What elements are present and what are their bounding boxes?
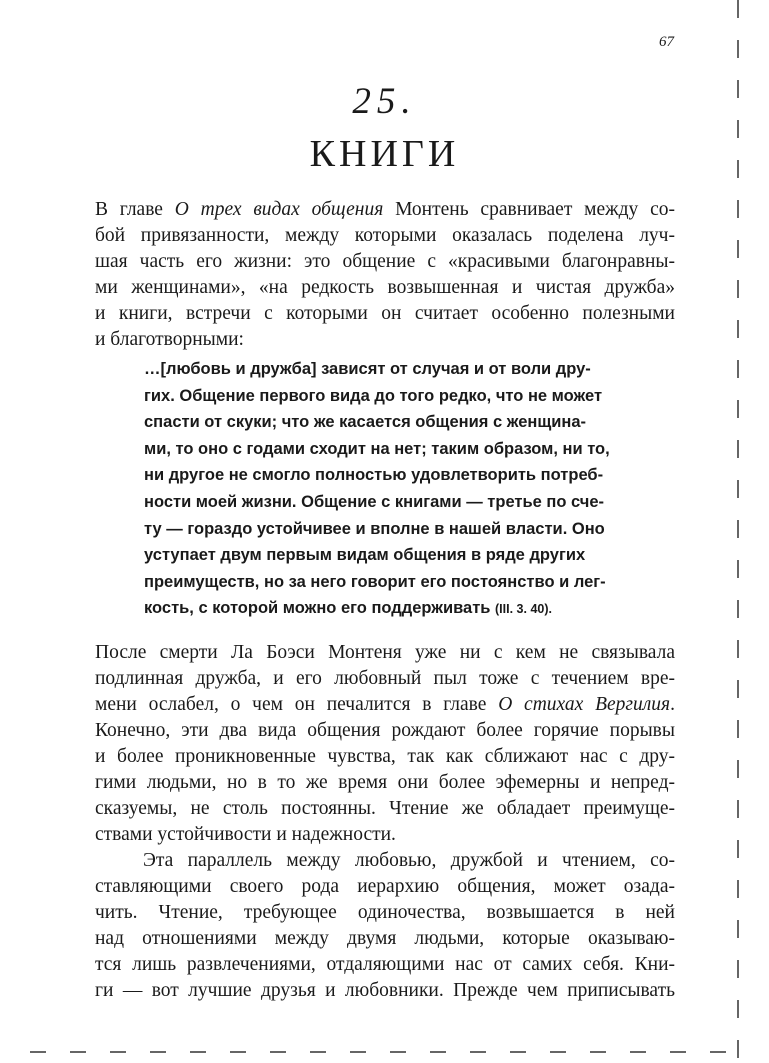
chapter-number: 25. bbox=[352, 81, 417, 122]
quote-line: ности моей жизни. Общение с книгами — третье по сче- bbox=[144, 492, 605, 511]
text-line: подлинная дружба, и его любовный пыл тоже с течением вре- bbox=[95, 668, 675, 689]
text-line: Конечно, эти два вида общения рождают более горячие порывы bbox=[95, 720, 675, 741]
quote-citation: (III. 3. 40). bbox=[495, 602, 552, 617]
italic-title: О стихах Вергилия bbox=[498, 694, 671, 715]
chapter-title: КНИГИ bbox=[309, 133, 460, 175]
text-line: сказуемы, не столь постоянны. Чтение же обладает преимуще- bbox=[95, 798, 675, 819]
text-line: мени ослабел, о чем он печалится в главе О стихах Вергилия. bbox=[95, 694, 675, 715]
quote-line: кость, с которой можно его поддерживать (III. 3. 40). bbox=[144, 599, 552, 618]
quote-line: гих. Общение первого вида до того редко, что не может bbox=[144, 386, 603, 405]
quote-line: ми, то оно с годами сходит на нет; таким образом, ни то, bbox=[144, 439, 610, 458]
text-line: и благотворными: bbox=[95, 329, 244, 350]
quote-line: ни другое не смогло полностью удовлетворить потреб- bbox=[144, 466, 604, 485]
text-line: и книги, встречи с которыми он считает особенно полезными bbox=[95, 303, 675, 324]
paragraph-main bbox=[95, 640, 675, 1004]
text-line: ги — вот лучшие друзья и любовники. Прежде чем приписывать bbox=[95, 980, 675, 1001]
crop-guide-bottom bbox=[30, 1051, 740, 1053]
quote-line: спасти от скуки; что же касается общения с женщина- bbox=[144, 413, 587, 432]
text-line: гими людьми, но в то же время они более эфемерны и непред- bbox=[95, 772, 675, 793]
text-line: и более проникновенные чувства, так как сближают нас с дру- bbox=[95, 746, 675, 767]
quote-line: ту — гораздо устойчивее и вполне в нашей власти. Оно bbox=[144, 519, 605, 538]
text-line: бой привязанности, между которыми оказалась поделена луч- bbox=[95, 225, 675, 246]
text-line: ставляющими своего рода иерархию общения, может озада- bbox=[95, 876, 675, 897]
text-line: ствами устойчивости и надежности. bbox=[95, 824, 396, 845]
text-line: В главе О трех видах общения Монтень сравнивает между со- bbox=[95, 199, 675, 220]
text-line: ми женщинами», «на редкость возвышенная и чистая дружба» bbox=[95, 277, 675, 298]
quote-line: уступает двум первым видам общения в ряде других bbox=[144, 546, 586, 565]
text-line: Эта параллель между любовью, дружбой и чтением, со- bbox=[143, 850, 675, 871]
text-line: тся лишь развлечениями, отдаляющими нас от самих себя. Кни- bbox=[95, 954, 675, 975]
italic-title: О трех видах общения bbox=[174, 199, 384, 220]
crop-guide-right bbox=[737, 0, 739, 1063]
quote-line: преимуществ, но за него говорит его постоянство и лег- bbox=[144, 572, 606, 591]
text-line: над отношениями между двумя людьми, которые оказываю- bbox=[95, 928, 675, 949]
paragraph-intro bbox=[95, 197, 675, 353]
quote-line: …[любовь и дружба] зависят от случая и от воли дру- bbox=[144, 360, 591, 378]
text-line: чить. Чтение, требующее одиночества, возвышается в ней bbox=[95, 902, 675, 923]
block-quote bbox=[144, 356, 664, 623]
text-line: После смерти Ла Боэси Монтеня уже ни с кем не связывала bbox=[95, 642, 675, 663]
page-number: 67 bbox=[659, 34, 674, 50]
text-line: шая часть его жизни: это общение с «красивыми благонравны- bbox=[95, 251, 675, 272]
